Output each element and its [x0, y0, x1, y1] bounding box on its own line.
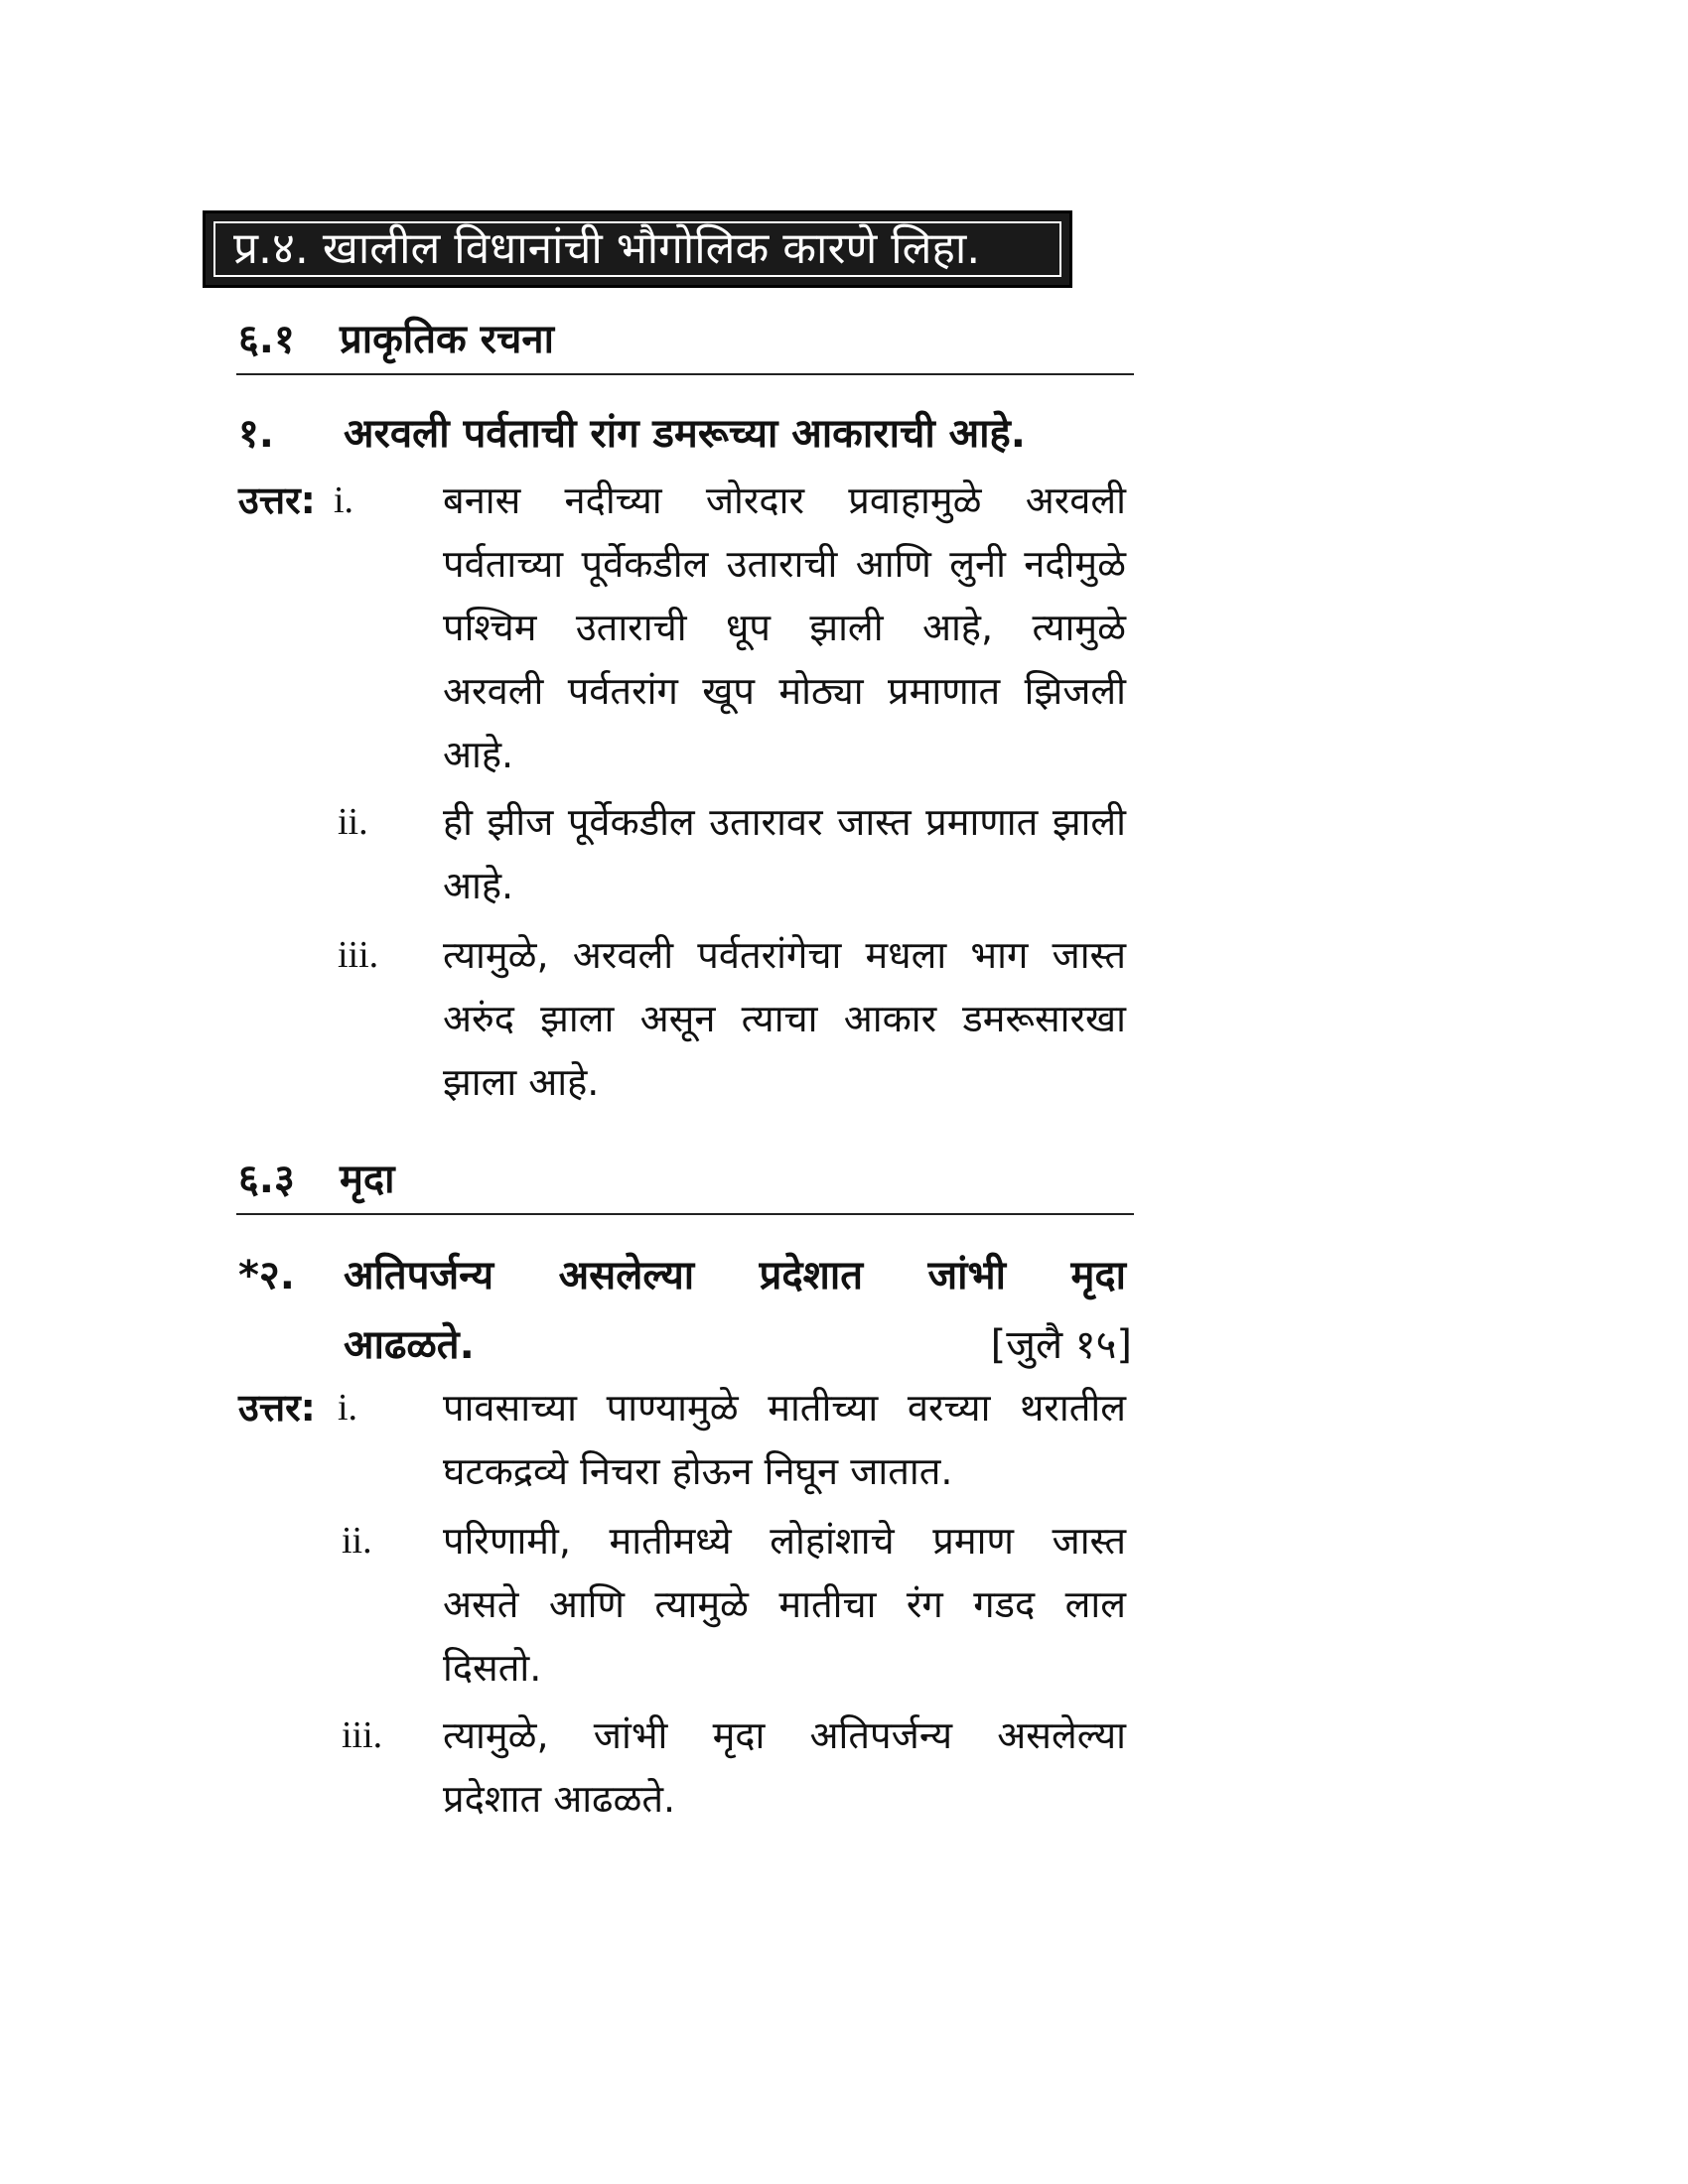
answer-line: आहे. — [443, 733, 514, 776]
point-number: ii. — [338, 801, 368, 843]
section-heading-6-3 — [238, 1150, 1132, 1209]
exam-reference-tag: [जुलै १५] — [990, 1322, 1132, 1368]
question-2 — [238, 1241, 1132, 1380]
section-title: मृदा — [340, 1157, 395, 1202]
answer-line: त्यामुळे, अरवली पर्वतरांगेचा मधला भाग जास्त — [443, 933, 1126, 977]
answer-line: घटकद्रव्ये निचरा होऊन निघून जातात. — [443, 1449, 953, 1493]
question-heading-banner — [203, 210, 1072, 288]
question-text: अतिपर्जन्य असलेल्या प्रदेशात जांभी मृदा — [344, 1253, 1126, 1298]
answer-label: उत्तर: — [238, 478, 316, 522]
point-number: ii. — [342, 1520, 372, 1562]
answer-line: अरुंद झाला असून त्याचा आकार डमरूसारखा — [443, 997, 1126, 1040]
section-heading-6-1 — [238, 310, 1132, 369]
answer-line: परिणामी, मातीमध्ये लोहांशाचे प्रमाण जास्त — [443, 1519, 1126, 1563]
answer-line: प्रदेशात आढळते. — [443, 1777, 676, 1821]
section-number: ६.३ — [238, 1157, 295, 1202]
answer-line: पावसाच्या पाण्यामुळे मातीच्या वरच्या थरातील — [443, 1386, 1126, 1430]
answer-line: आहे. — [443, 864, 514, 907]
section-rule — [236, 1213, 1134, 1215]
answer-line: असते आणि त्यामुळे मातीचा रंग गडद लाल — [443, 1582, 1126, 1626]
section-rule — [236, 373, 1134, 375]
question-number: *२. — [238, 1253, 295, 1298]
answer-line: बनास नदीच्या जोरदार प्रवाहामुळे अरवली — [443, 478, 1126, 522]
answer-line: ही झीज पूर्वेकडील उतारावर जास्त प्रमाणात झाली — [443, 800, 1126, 844]
answer-line: झाला आहे. — [443, 1060, 600, 1104]
answer-line: पर्वताच्या पूर्वेकडील उताराची आणि लुनी नदीमुळे — [443, 542, 1126, 586]
section-title: प्राकृतिक रचना — [340, 317, 554, 362]
section-number: ६.१ — [238, 317, 295, 362]
answer-line: पश्चिम उताराची धूप झाली आहे, त्यामुळे — [443, 606, 1126, 649]
banner-text: प्र.४. खालील विधानांची भौगोलिक कारणे लिहा. — [233, 223, 981, 274]
point-number: i. — [334, 479, 354, 521]
question-number: १. — [238, 411, 274, 457]
point-number: iii. — [342, 1714, 383, 1756]
question-1 — [238, 399, 1132, 469]
answer-line: त्यामुळे, जांभी मृदा अतिपर्जन्य असलेल्या — [443, 1713, 1126, 1757]
question-text-continued: आढळते. — [344, 1322, 475, 1368]
answer-line: अरवली पर्वतरांग खूप मोठ्या प्रमाणात झिजली — [443, 669, 1126, 713]
question-text: अरवली पर्वताची रांग डमरूच्या आकाराची आहे. — [344, 411, 1026, 457]
point-number: i. — [338, 1387, 358, 1429]
answer-label: उत्तर: — [238, 1386, 316, 1430]
point-number: iii. — [338, 934, 379, 976]
answer-line: दिसतो. — [443, 1646, 542, 1690]
